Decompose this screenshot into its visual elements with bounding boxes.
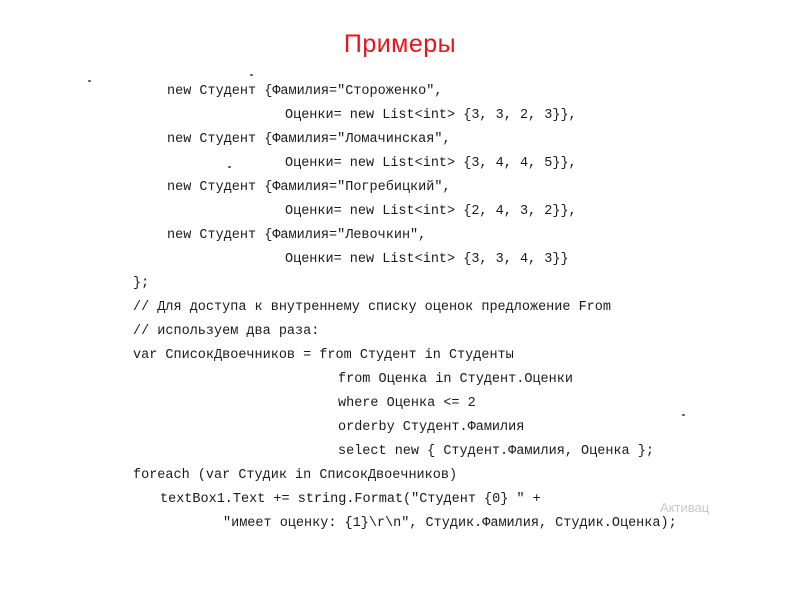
code-line: }; xyxy=(133,276,150,291)
code-line: Оценки= new List<int> {3, 3, 2, 3}}, xyxy=(285,108,577,123)
code-line: Оценки= new List<int> {3, 3, 4, 3}} xyxy=(285,252,569,267)
code-line: orderby Студент.Фамилия xyxy=(338,420,525,435)
activation-watermark: Активац xyxy=(660,500,710,515)
code-line: Оценки= new List<int> {2, 4, 3, 2}}, xyxy=(285,204,577,219)
code-comment: // Для доступа к внутреннему списку оценок предложение From xyxy=(133,300,611,315)
code-line: where Оценка <= 2 xyxy=(338,396,476,411)
scan-speck xyxy=(88,80,91,82)
code-line: new Студент {Фамилия="Ломачинская", xyxy=(167,132,451,147)
code-line: from Оценка in Студент.Оценки xyxy=(338,372,573,387)
scan-speck xyxy=(228,166,231,168)
code-line: select new { Студент.Фамилия, Оценка }; xyxy=(338,444,654,459)
slide-title: Примеры xyxy=(343,30,457,58)
scan-speck xyxy=(682,414,685,416)
code-line: foreach (var Студик in СписокДвоечников) xyxy=(133,468,458,483)
code-line: new Студент {Фамилия="Погребицкий", xyxy=(167,180,451,195)
code-line: var СписокДвоечников = from Студент in Студенты xyxy=(133,348,514,363)
scan-speck xyxy=(250,74,253,76)
code-comment: // используем два раза: xyxy=(133,324,320,339)
code-line: Оценки= new List<int> {3, 4, 4, 5}}, xyxy=(285,156,577,171)
code-line: new Студент {Фамилия="Левочкин", xyxy=(167,228,427,243)
code-line: textBox1.Text += string.Format("Студент {0} " + xyxy=(160,492,541,507)
code-line: "имеет оценку: {1}\r\n", Студик.Фамилия, Студик.Оценка); xyxy=(223,516,677,531)
code-line: new Студент {Фамилия="Стороженко", xyxy=(167,84,443,99)
